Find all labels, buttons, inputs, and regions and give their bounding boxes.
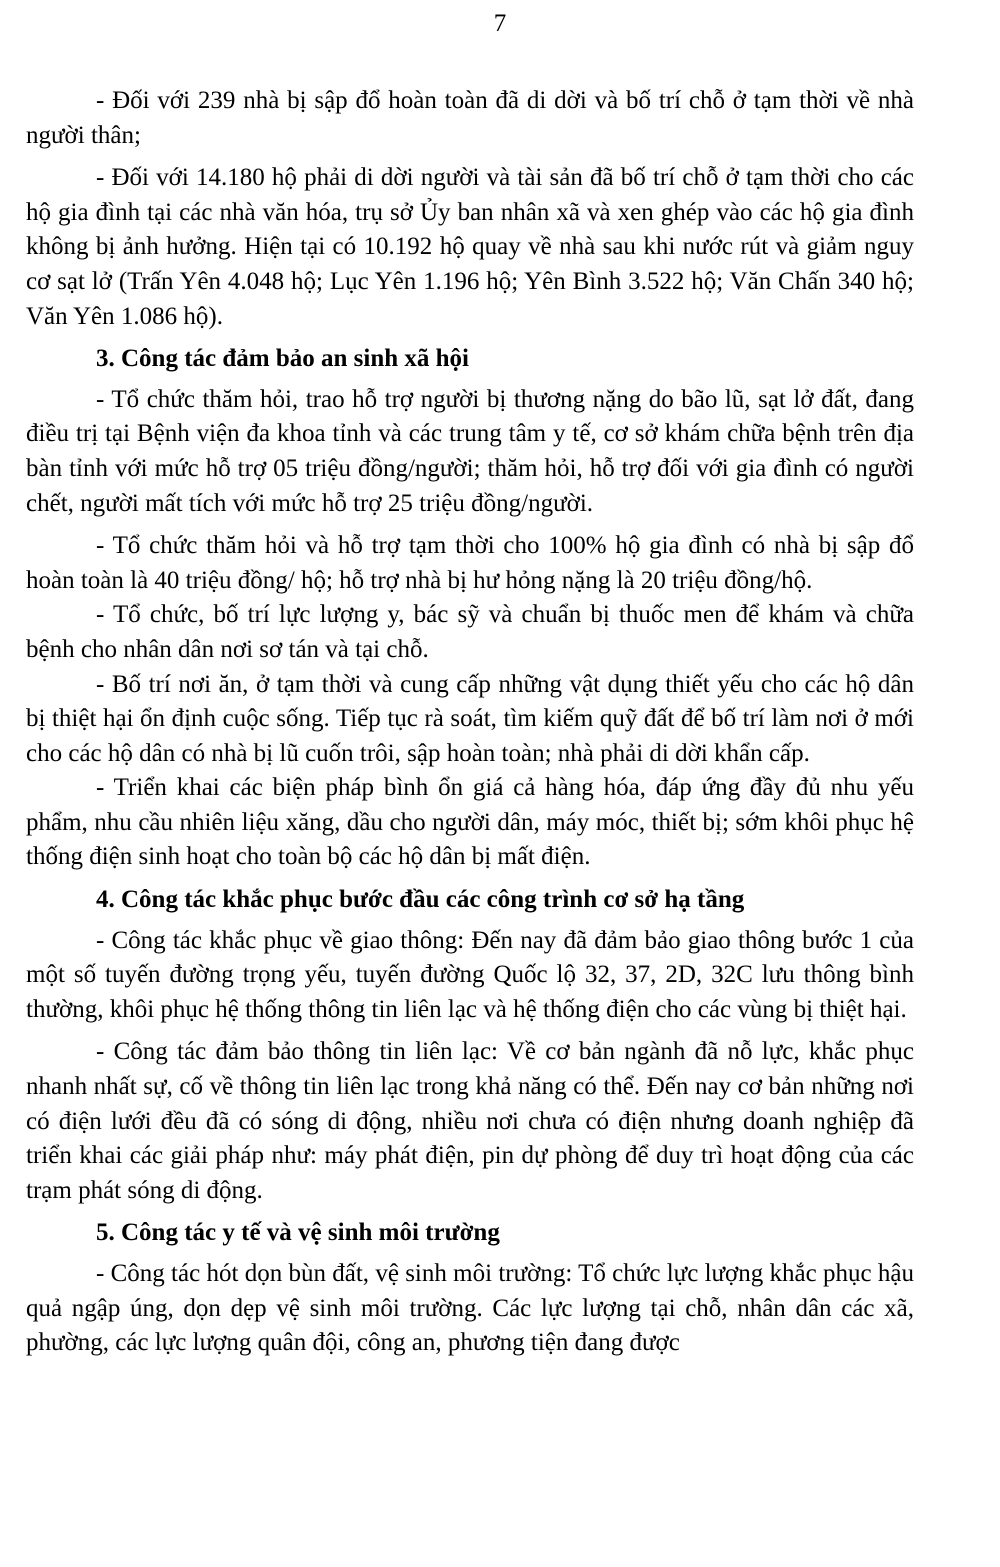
paragraph-temporary-housing: - Bố trí nơi ăn, ở tạm thời và cung cấp những vật dụng thiết yếu cho các hộ dân bị thiệt hại ổn định cuộc sống. Tiếp tục rà soát, tìm kiếm quỹ đất để bố trí làm nơi ở mới cho các hộ dân có nhà bị lũ cuốn trôi, sập hoàn toàn; nhà phải di dời khẩn cấp.	[26, 670, 914, 767]
paragraph-injured-support: - Tổ chức thăm hỏi, trao hỗ trợ người bị thương nặng do bão lũ, sạt lở đất, đang điều trị tại Bệnh viện đa khoa tỉnh và các trung tâm y tế, cơ sở khám chữa bệnh trên địa bàn tỉnh với mức hỗ trợ 05 triệu đồng/người; thăm hỏi, hỗ trợ đối với gia đình có người chết, người mất tích với mức hỗ trợ 25 triệu đồng/người.	[26, 385, 914, 517]
section-heading-social-security: 3. Công tác đảm bảo an sinh xã hội	[96, 345, 469, 373]
paragraph-price-stabilization: - Triển khai các biện pháp bình ổn giá cả hàng hóa, đáp ứng đầy đủ nhu yếu phẩm, nhu cầu nhiên liệu xăng, dầu cho người dân, máy móc, thiết bị; sớm khôi phục hệ thống điện sinh hoạt cho toàn bộ các hộ dân bị mất điện.	[26, 774, 914, 871]
paragraph-medical-staff: - Tổ chức, bố trí lực lượng y, bác sỹ và chuẩn bị thuốc men để khám và chữa bệnh cho nhân dân nơi sơ tán và tại chỗ.	[26, 601, 914, 663]
paragraph-relocated-households: - Đối với 14.180 hộ phải di dời người và tài sản đã bố trí chỗ ở tạm thời cho các hộ gia đình tại các nhà văn hóa, trụ sở Ủy ban nhân xã và xen ghép vào các hộ gia đình không bị ảnh hưởng. Hiện tại có 10.192 hộ quay về nhà sau khi nước rút và giảm nguy cơ sạt lở (Trấn Yên 4.048 hộ; Lục Yên 1.196 hộ; Yên Bình 3.522 hộ; Văn Chấn 340 hộ; Văn Yên 1.086 hộ).	[26, 164, 914, 330]
paragraph-transport-recovery: - Công tác khắc phục về giao thông: Đến nay đã đảm bảo giao thông bước 1 của một số tuyến đường trọng yếu, tuyến đường Quốc lộ 32, 37, 2D, 32C lưu thông bình thường, khôi phục hệ thống thông tin liên lạc và hệ thống điện cho các vùng bị thiệt hại.	[26, 926, 914, 1023]
paragraph-mud-cleanup: - Công tác hót dọn bùn đất, vệ sinh môi trường: Tổ chức lực lượng khắc phục hậu quả ngập úng, dọn dẹp vệ sinh môi trường. Các lực lượng tại chỗ, nhân dân các xã, phường, các lực lượng quân đội, công an, phương tiện đang được	[26, 1260, 914, 1357]
section-heading-health-environment: 5. Công tác y tế và vệ sinh môi trường	[96, 1219, 500, 1247]
section-heading-infrastructure: 4. Công tác khắc phục bước đầu các công trình cơ sở hạ tầng	[96, 886, 745, 914]
document-body	[26, 84, 914, 1361]
paragraph-communications: - Công tác đảm bảo thông tin liên lạc: Về cơ bản ngành đã nỗ lực, khắc phục nhanh nhất sự, cố về thông tin liên lạc trong khả năng có thể. Đến nay cơ bản những nơi có điện lưới đều đã có sóng di động, nhiều nơi chưa có điện nhưng doanh nghiệp đã triển khai các giải pháp như: máy phát điện, pin dự phòng để duy trì hoạt động của các trạm phát sóng di động.	[26, 1038, 914, 1204]
paragraph-housing-support: - Tổ chức thăm hỏi và hỗ trợ tạm thời cho 100% hộ gia đình có nhà bị sập đổ hoàn toàn là 40 triệu đồng/ hộ; hỗ trợ nhà bị hư hỏng nặng là 20 triệu đồng/hộ.	[26, 532, 914, 594]
page-number: 7	[493, 10, 507, 37]
paragraph-collapsed-houses: - Đối với 239 nhà bị sập đổ hoàn toàn đã di dời và bố trí chỗ ở tạm thời về nhà người thân;	[26, 87, 914, 149]
